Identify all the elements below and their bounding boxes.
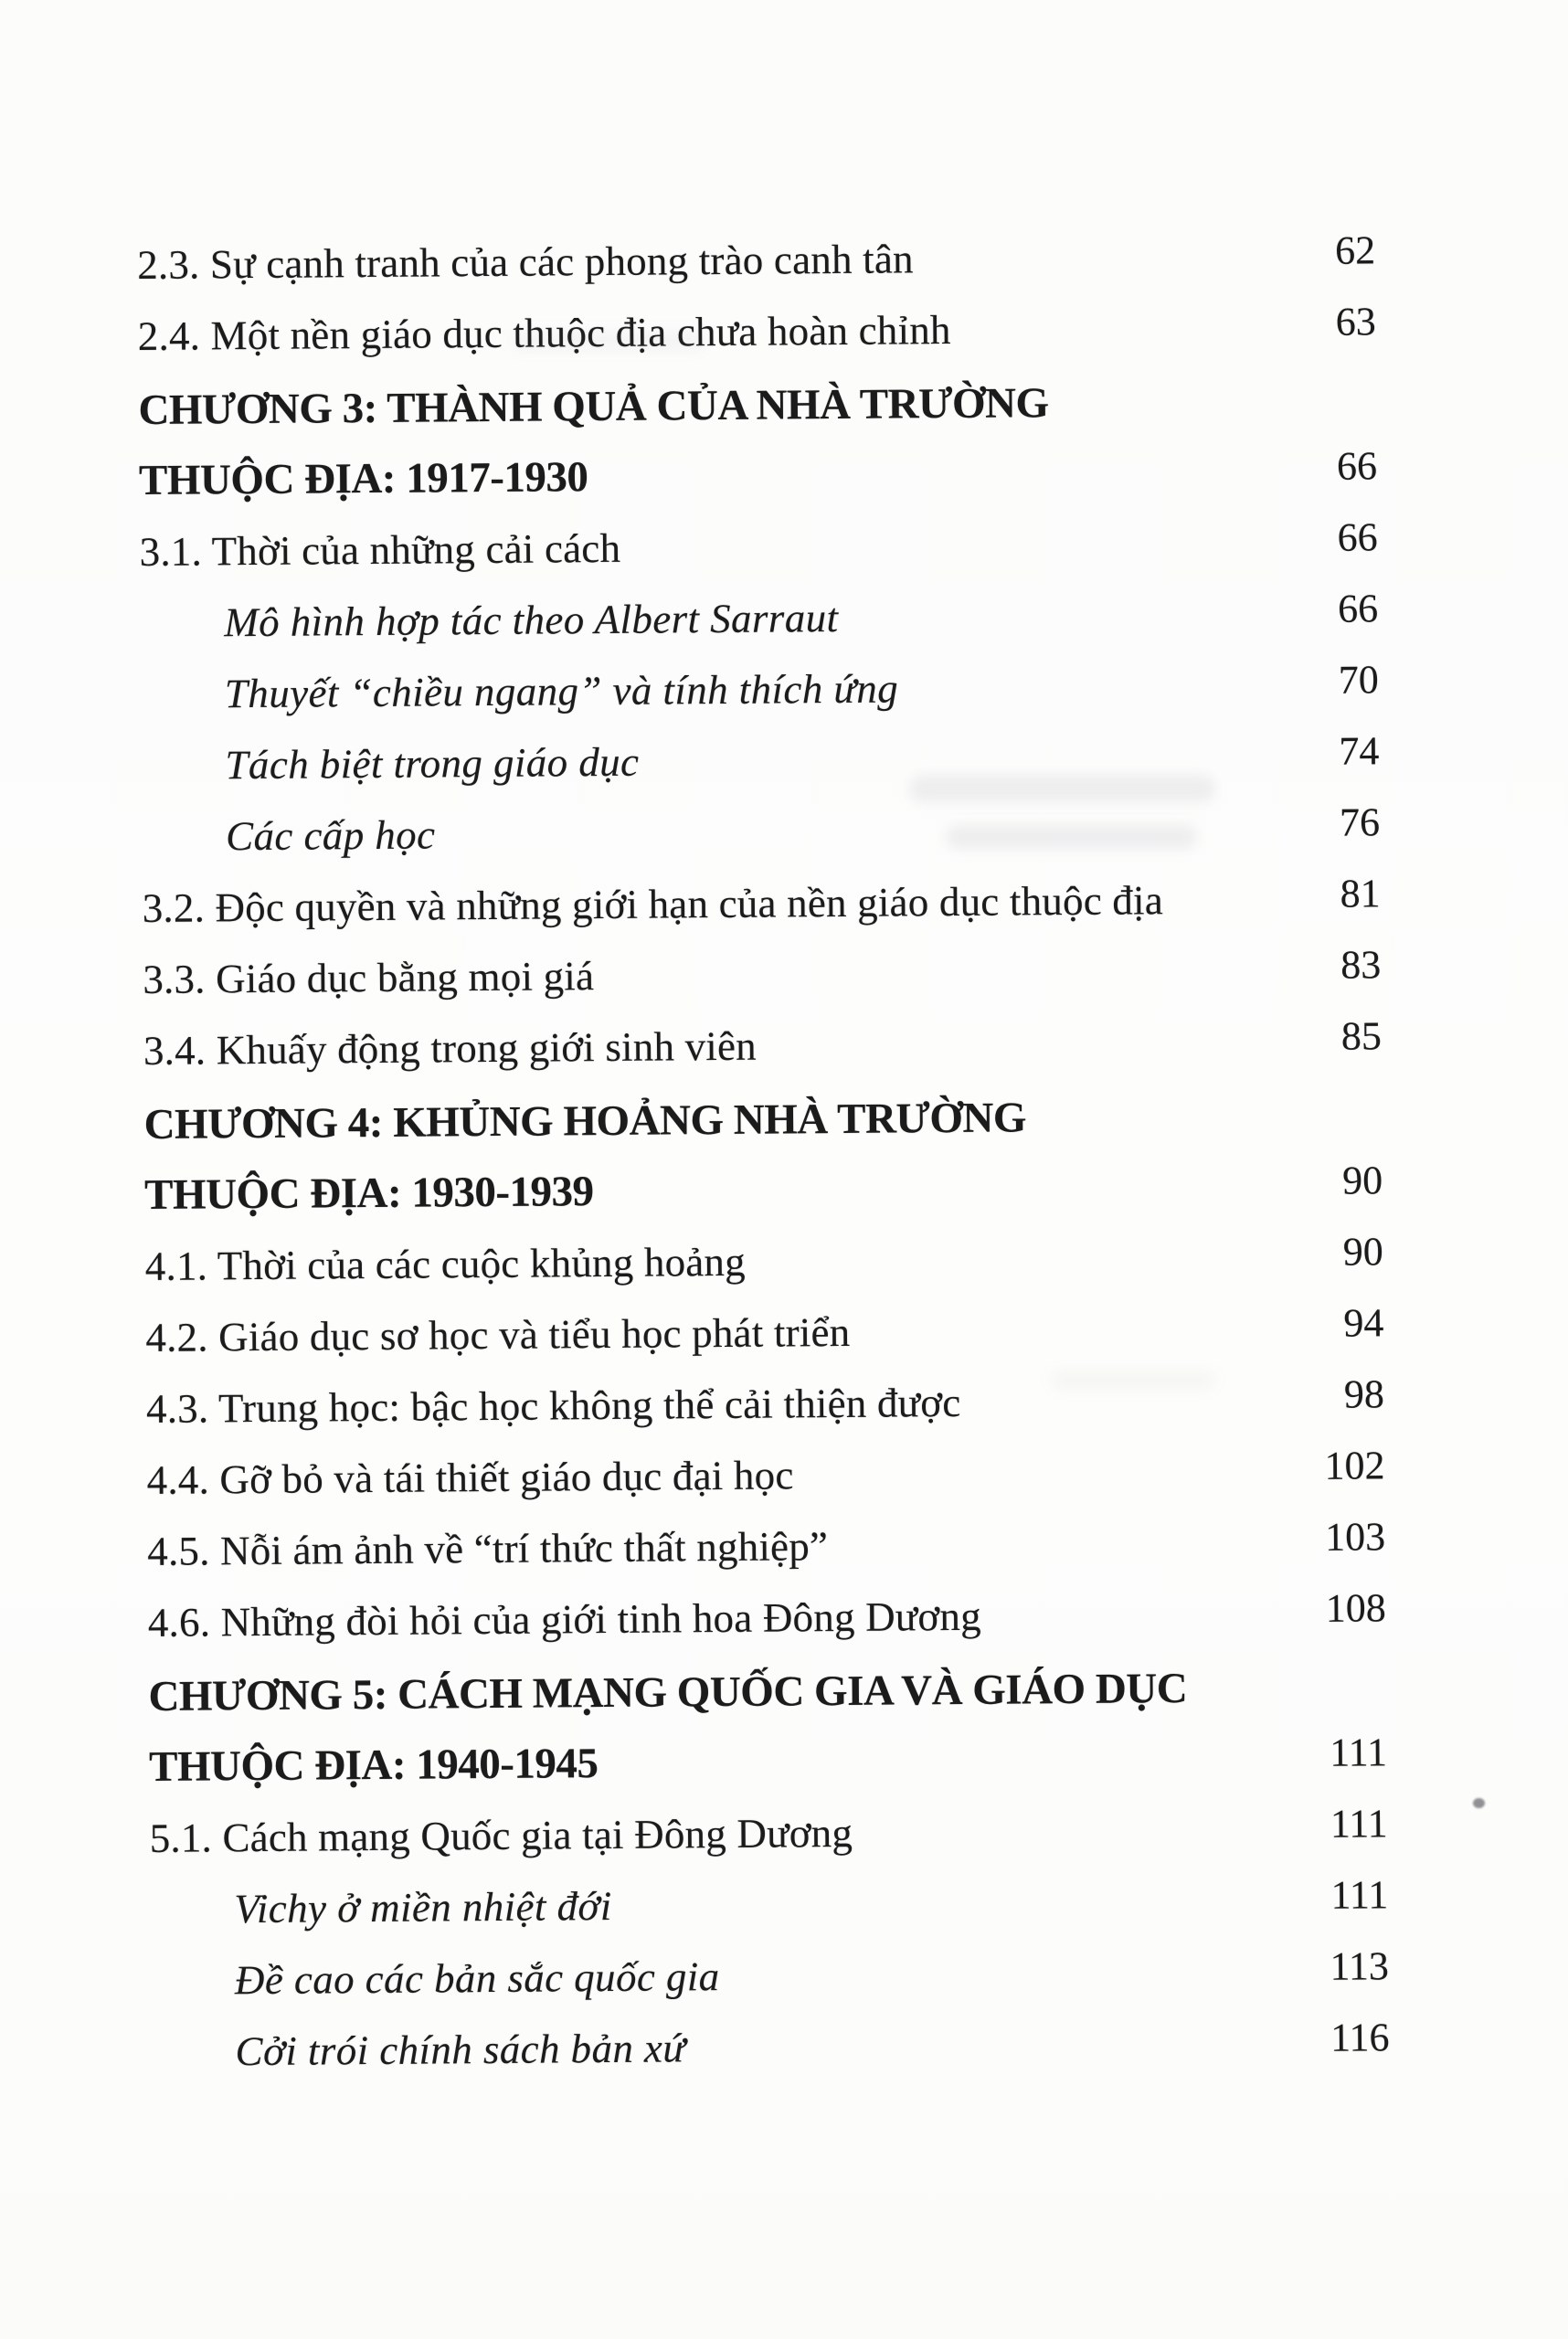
toc-entry-page: 111 <box>1330 1801 1388 1847</box>
toc-entry-page: 103 <box>1324 1514 1386 1560</box>
toc-entry <box>148 1664 1386 1720</box>
toc-entry-page: 66 <box>1337 586 1379 631</box>
toc-entry <box>138 377 1376 433</box>
toc-entry <box>151 2015 1390 2076</box>
toc-entry-label: Tách biệt trong giáo dục <box>225 738 640 788</box>
toc-entry-label: Đề cao các bản sắc quốc gia <box>234 1953 720 2004</box>
toc-entry <box>148 1730 1388 1791</box>
toc-entry-label: Mô hình hợp tác theo Albert Sarraut <box>224 594 839 646</box>
toc-entry-page: 108 <box>1325 1585 1386 1631</box>
scan-speck-artifact <box>1473 1798 1485 1808</box>
toc-entry-label: 2.3. Sự cạnh tranh của các phong trào canh tân <box>137 236 914 288</box>
toc-entry <box>147 1585 1386 1646</box>
toc-entry <box>144 1229 1383 1290</box>
toc-entry <box>137 299 1376 360</box>
toc-entry-label: THUỘC ĐỊA: 1940-1945 <box>148 1740 599 1791</box>
toc-entry-page: 85 <box>1340 1013 1383 1059</box>
toc-entry-label: 5.1. Cách mạng Quốc gia tại Đông Dương <box>149 1809 853 1861</box>
toc-entry-page: 98 <box>1343 1371 1385 1417</box>
toc-entry-label: Cởi trói chính sách bản xứ <box>235 2025 686 2075</box>
toc-entry <box>149 1801 1388 1862</box>
toc-entry <box>139 514 1378 576</box>
toc-entry-page <box>1266 408 1376 409</box>
toc-entry <box>141 657 1379 718</box>
toc-entry-label: 2.4. Một nền giáo dục thuộc địa chưa hoàn chỉnh <box>137 307 951 359</box>
toc-entry-label: CHƯƠNG 4: KHỦNG HOẢNG NHÀ TRƯỜNG <box>143 1094 1027 1148</box>
toc-entry-label: THUỘC ĐỊA: 1930-1939 <box>143 1168 594 1219</box>
toc-entry <box>142 871 1381 932</box>
toc-entry-page: 62 <box>1334 228 1376 273</box>
bleed-through-artifact <box>909 775 1215 802</box>
toc-entry-label: 4.5. Nỗi ám ảnh về “trí thức thất nghiệp” <box>147 1523 829 1574</box>
toc-entry-page: 66 <box>1337 514 1378 560</box>
toc-entry <box>138 443 1378 504</box>
toc-entry-label: 3.4. Khuấy động trong giới sinh viên <box>143 1022 758 1074</box>
toc-entry-label: 4.2. Giáo dục sơ học và tiểu học phát triển <box>145 1308 851 1360</box>
toc-entry-page <box>1273 1123 1383 1124</box>
toc-entry <box>151 1943 1390 2005</box>
toc-entry-label: 4.6. Những đòi hỏi của giới tinh hoa Đông Dương <box>147 1593 981 1646</box>
toc-entry-page: 90 <box>1342 1229 1383 1275</box>
toc-entry-label: CHƯƠNG 3: THÀNH QUẢ CỦA NHÀ TRƯỜNG <box>138 379 1049 434</box>
toc-entry-page: 83 <box>1340 942 1382 988</box>
toc-entry-page: 66 <box>1336 443 1378 489</box>
toc-entry-page <box>1277 1695 1387 1696</box>
toc-entry-page: 81 <box>1340 871 1381 916</box>
toc-entry <box>143 1092 1382 1148</box>
toc-entry-label: Vichy ở miền nhiệt đới <box>234 1882 612 1932</box>
toc-entry-label: 4.1. Thời của các cuộc khủng hoảng <box>144 1238 747 1289</box>
toc-entry <box>137 228 1376 289</box>
toc-entry <box>143 1013 1383 1074</box>
toc-entry-page: 90 <box>1341 1158 1383 1203</box>
toc-entry-label: CHƯƠNG 5: CÁCH MẠNG QUỐC GIA VÀ GIÁO DỤC <box>148 1665 1188 1720</box>
toc-entry-label: 3.2. Độc quyền và những giới hạn của nền giáo dục thuộc địa <box>142 877 1164 931</box>
toc-entry-label: Các cấp học <box>225 811 436 860</box>
toc-entry <box>147 1514 1386 1575</box>
toc-entry-page: 76 <box>1339 799 1381 845</box>
toc-entry <box>143 942 1382 1003</box>
toc-entry-label: 4.4. Gỡ bỏ và tái thiết giáo dục đại học <box>146 1452 794 1503</box>
toc-entry-page: 70 <box>1338 657 1379 703</box>
toc-entry <box>145 1300 1384 1361</box>
toc-entry-page: 102 <box>1324 1443 1385 1488</box>
toc-entry-label: 4.3. Trung học: bậc học không thể cải thiện được <box>145 1379 961 1432</box>
toc-entry <box>146 1443 1385 1504</box>
toc-entry-label: 3.3. Giáo dục bằng mọi giá <box>143 953 595 1002</box>
toc-entry-page: 116 <box>1330 2015 1390 2060</box>
bleed-through-artifact <box>946 825 1197 849</box>
toc-entry-label: THUỘC ĐỊA: 1917-1930 <box>138 453 588 504</box>
toc-entry-label: Thuyết “chiều ngang” và tính thích ứng <box>224 665 899 717</box>
bleed-through-artifact <box>1051 1371 1215 1391</box>
toc-entry-label: 3.1. Thời của những cải cách <box>139 524 621 575</box>
toc-entry-page: 94 <box>1343 1300 1384 1346</box>
toc-entry <box>140 586 1379 647</box>
toc-entry <box>143 1158 1383 1219</box>
toc-entry-page: 113 <box>1330 1943 1390 1989</box>
toc-list <box>137 228 1390 2101</box>
toc-entry <box>150 1872 1389 1933</box>
toc-entry-page: 111 <box>1330 1730 1388 1775</box>
toc-entry-page: 74 <box>1339 728 1380 774</box>
toc-entry-page: 111 <box>1330 1872 1389 1918</box>
bleed-through-artifact <box>512 331 704 351</box>
toc-entry-page: 63 <box>1335 299 1376 344</box>
